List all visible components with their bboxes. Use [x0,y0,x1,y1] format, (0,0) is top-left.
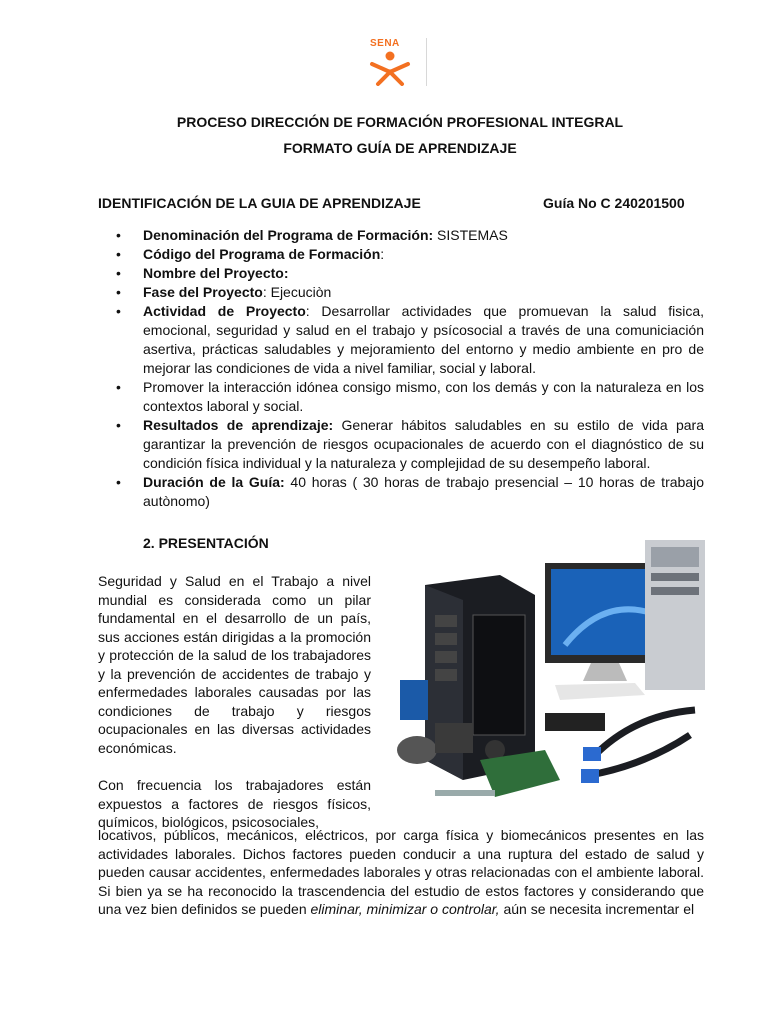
vga-cable-image [595,710,695,755]
presentation-paragraph-2: Con frecuencia los trabajadores están expuestos a factores de riesgos físicos, químicos, biológicos, psicosociales, [98,777,371,830]
guide-details-list [98,226,704,511]
computer-hardware-image [395,535,710,810]
item-label: Actividad de Proyecto [143,303,306,319]
power-supply-image [435,723,473,753]
processor-box-image [400,680,428,720]
silver-tower-image [645,540,705,690]
guide-number: Guía No C 240201500 [543,195,685,211]
memory-image [435,790,495,796]
item-text: Generar hábitos saludables en su estilo de vida para garantizar la prevención de riesgos ocupacionales de acuerdo con el diagnóstico de su condición física individual y la naturaleza y complejidad de su desempeño laboral. [143,417,704,471]
paragraph-emphasis: eliminar, minimizar o controlar, [310,901,500,917]
list-item [98,302,704,378]
presentation-paragraph-3 [98,826,704,919]
item-label: Fase del Proyecto [143,284,263,300]
item-text: 40 horas ( 30 horas de trabajo presencial – 10 horas de trabajo autònomo) [143,474,704,509]
list-item [98,283,704,302]
sena-logo [364,38,434,88]
item-label: Resultados de aprendizaje: [143,417,334,433]
item-text: SISTEMAS [433,227,508,243]
paragraph-text: aún se necesita incrementar el [499,901,695,917]
list-item [98,226,704,245]
graphics-card-image [545,713,605,731]
list-item [98,416,704,473]
presentation-paragraph-1: Seguridad y Salud en el Trabajo a nivel mundial es considerada como un pilar fundamental en el desarrollo de un país, sus acciones están dirigidas a la promoción y protección de la salud de los trabajadores y la prevención de accidentes de trabajo y enfermedades laborales causadas por las condiciones de trabajo y riesgos ocupacionales en las diversas actividades económicas. [98,573,371,756]
item-text: : Desarrollar actividades que promuevan la salud fisica, emocional, seguridad y salud en el trabajo y psícosocial a través de una comuniciación asertiva, prácticas saludables y mejoramiento del entorno y medio ambiente en pro de mejorar las condiciones de vida a nivel familiar, social y laboral. [143,303,705,376]
list-item [98,378,704,416]
list-item [98,473,704,511]
document-subtitle: FORMATO GUÍA DE APRENDIZAJE [283,140,517,156]
sena-figure-icon [368,50,412,86]
document-title: PROCESO DIRECCIÓN DE FORMACIÓN PROFESIONAL INTEGRAL [176,114,624,130]
list-item [98,264,704,283]
item-label: Denominación del Programa de Formación: [143,227,434,243]
item-text: : Ejecuciòn [262,284,332,300]
identification-row [98,195,704,211]
item-text: : [380,246,385,262]
item-label: Código del Programa de Formación [143,246,381,262]
item-label: Duración de la Guía: [143,474,285,490]
keyboard-image [555,683,645,700]
hard-drive-image [397,736,437,764]
section-heading: 2. PRESENTACIÓN [143,535,269,551]
identification-heading: IDENTIFICACIÓN DE LA GUIA DE APRENDIZAJE [98,195,421,211]
logo-divider [426,38,427,86]
item-label: Nombre del Proyecto: [143,265,289,281]
logo-text: SENA [370,38,400,49]
item-text: Promover la interacción idónea consigo mismo, con los demás y con la naturaleza en los contextos laboral y social. [143,379,704,414]
paragraph-text: locativos, públicos, mecánicos, eléctricos, por carga física y biomecánicos presentes en las actividades laborales. Dichos factores pueden conducir a una ruptura del estado de salud y pueden causar accidentes, enfermedades laborales y otras relacionadas con el ambiente laboral. Si bien ya se ha reconocido la trascendencia del estudio de estos factores y considerando que una vez bien definidos se pueden [98,827,704,917]
list-item [98,245,704,264]
